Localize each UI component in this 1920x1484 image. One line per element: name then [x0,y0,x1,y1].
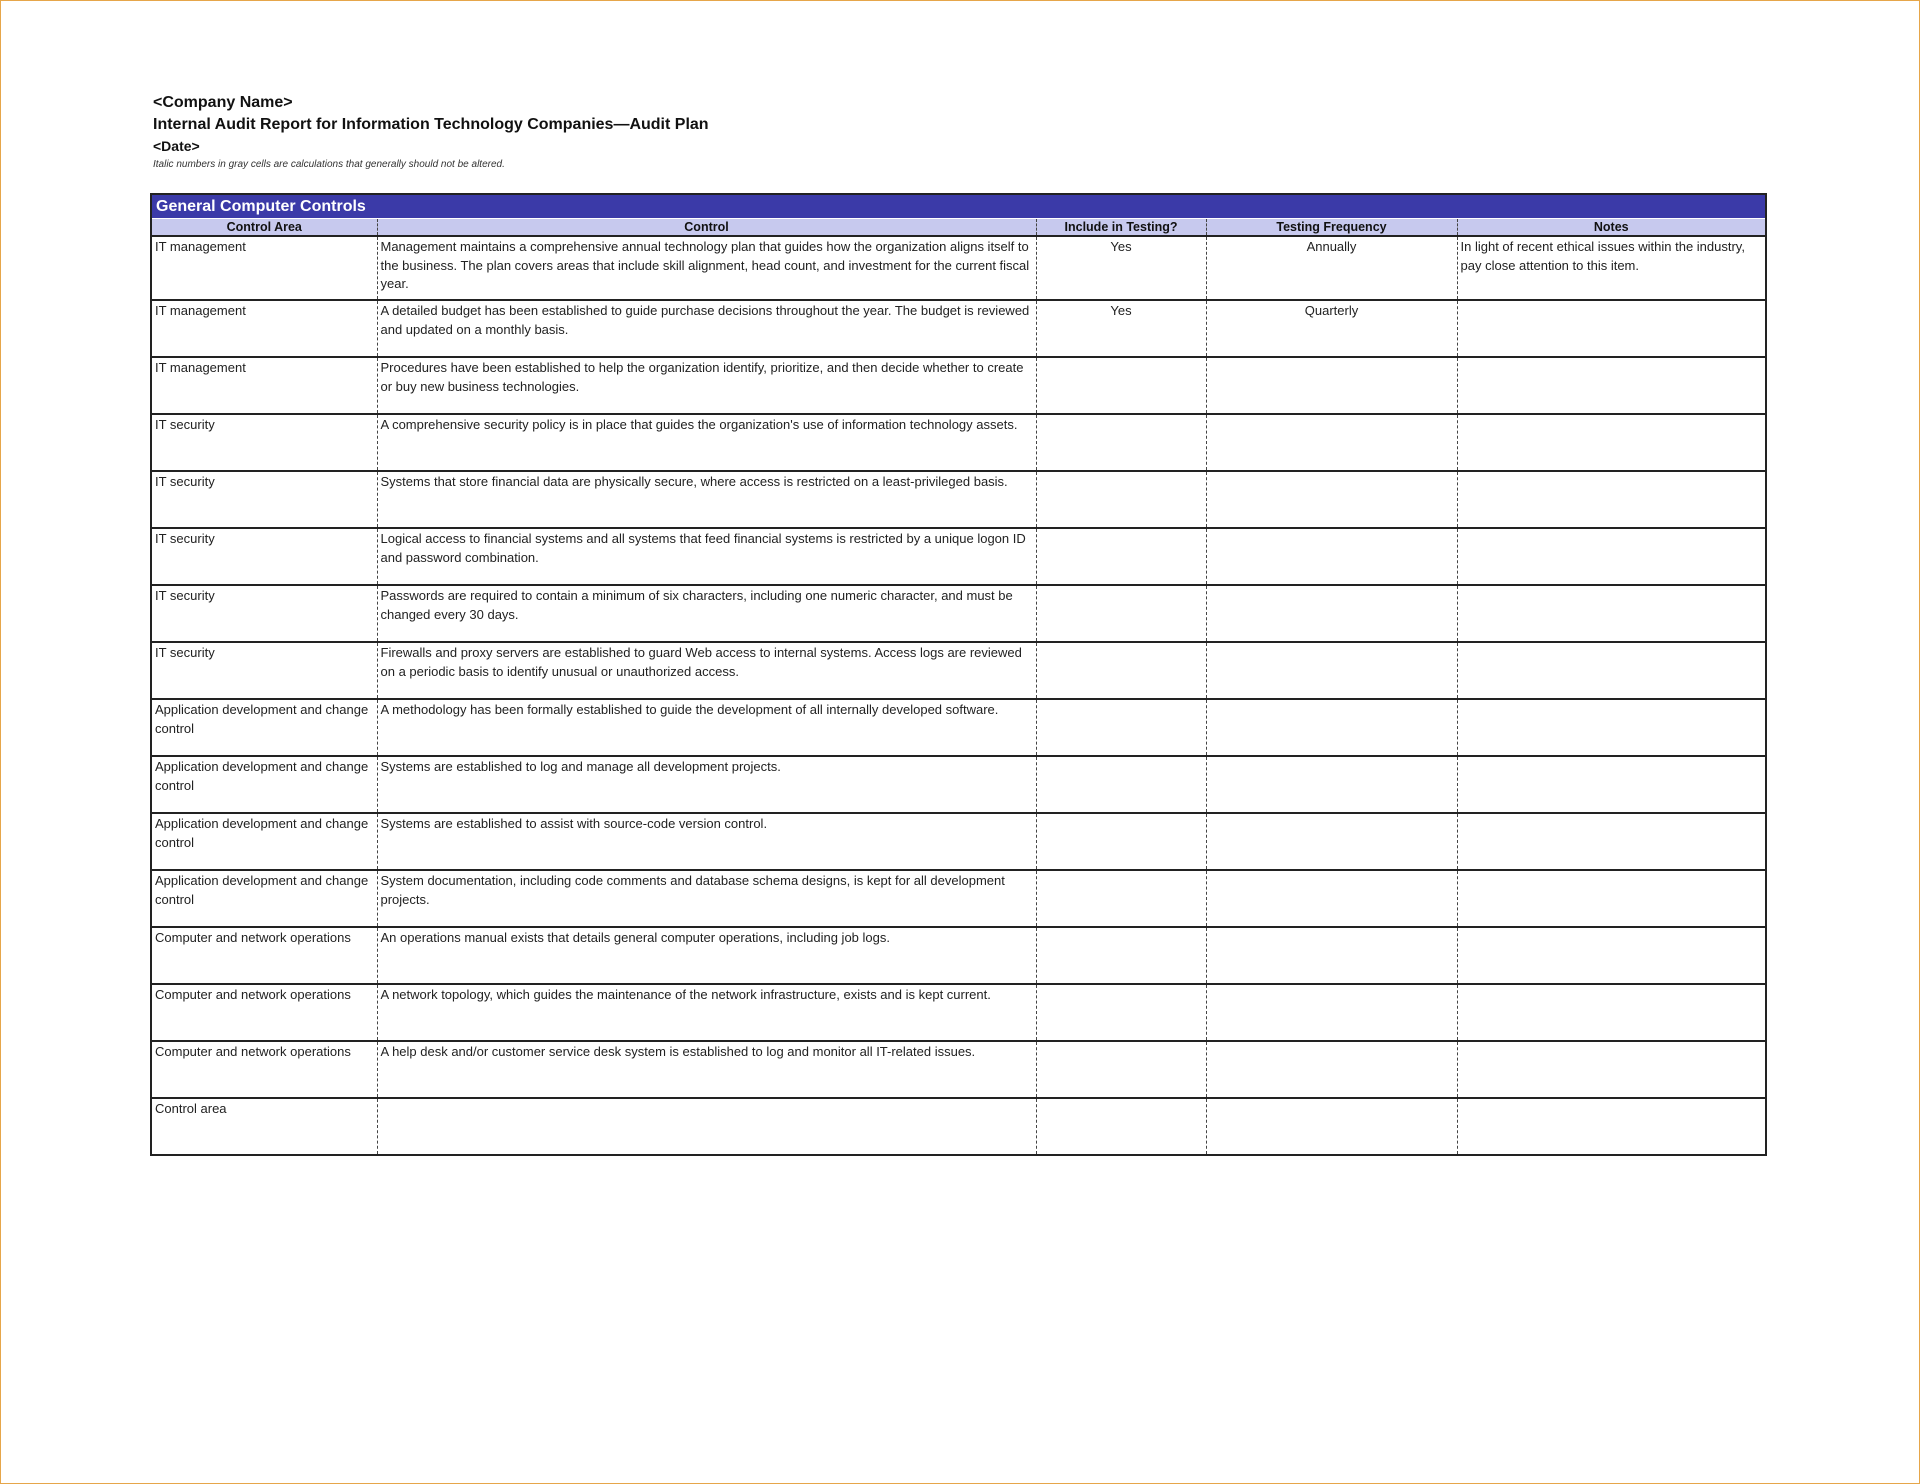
control-area-cell[interactable]: Computer and network operations [152,984,377,1041]
include-in-testing-cell[interactable] [1036,471,1206,528]
control-cell[interactable]: Systems are established to log and manage all development projects. [377,756,1036,813]
audit-plan-sheet [150,193,1767,1156]
notes-cell[interactable]: In light of recent ethical issues within the industry, pay close attention to this item. [1457,236,1765,300]
notes-cell[interactable] [1457,1041,1765,1098]
table-row [152,471,1765,528]
notes-cell[interactable] [1457,984,1765,1041]
testing-frequency-cell[interactable] [1206,870,1457,927]
control-cell[interactable]: A help desk and/or customer service desk system is established to log and monitor all IT-related issues. [377,1041,1036,1098]
table-row [152,927,1765,984]
control-cell[interactable]: An operations manual exists that details general computer operations, including job logs. [377,927,1036,984]
notes-cell[interactable] [1457,870,1765,927]
control-cell[interactable]: A network topology, which guides the maintenance of the network infrastructure, exists and is kept current. [377,984,1036,1041]
control-cell[interactable]: A comprehensive security policy is in place that guides the organization's use of information technology assets. [377,414,1036,471]
control-cell[interactable]: A methodology has been formally established to guide the development of all internally developed software. [377,699,1036,756]
testing-frequency-cell[interactable] [1206,984,1457,1041]
include-in-testing-cell[interactable] [1036,699,1206,756]
control-cell[interactable]: Procedures have been established to help the organization identify, prioritize, and then decide whether to create or buy new business technologies. [377,357,1036,414]
table-row [152,1098,1765,1154]
control-area-cell[interactable]: Application development and change control [152,813,377,870]
notes-cell[interactable] [1457,471,1765,528]
control-cell[interactable]: Systems are established to assist with source-code version control. [377,813,1036,870]
table-row [152,585,1765,642]
control-area-cell[interactable]: IT security [152,585,377,642]
table-row [152,699,1765,756]
testing-frequency-cell[interactable] [1206,1041,1457,1098]
table-header-row [152,219,1765,236]
control-cell[interactable]: Firewalls and proxy servers are established to guard Web access to internal systems. Access logs are reviewed on a periodic basis to identify unusual or unauthorized access. [377,642,1036,699]
include-in-testing-cell[interactable] [1036,756,1206,813]
control-area-cell[interactable]: IT management [155,239,246,254]
include-in-testing-cell[interactable] [1036,585,1206,642]
table-row [152,870,1765,927]
control-area-cell[interactable]: Control area [152,1098,377,1154]
include-in-testing-cell[interactable] [1036,357,1206,414]
section-title: General Computer Controls [152,195,1765,219]
testing-frequency-cell[interactable] [1206,471,1457,528]
company-name: <Company Name> [153,94,293,111]
control-area-cell[interactable]: IT management [152,357,377,414]
document-title: Internal Audit Report for Information Technology Companies—Audit Plan [153,116,709,133]
control-area-cell[interactable]: Application development and change control [152,699,377,756]
testing-frequency-cell[interactable] [1206,528,1457,585]
control-cell[interactable]: Systems that store financial data are physically secure, where access is restricted on a least-privileged basis. [377,471,1036,528]
include-in-testing-cell[interactable] [1036,870,1206,927]
include-in-testing-cell[interactable] [1036,528,1206,585]
notes-cell[interactable] [1457,699,1765,756]
notes-cell[interactable] [1457,756,1765,813]
testing-frequency-cell[interactable] [1206,699,1457,756]
testing-frequency-cell[interactable] [1206,1098,1457,1154]
testing-frequency-cell[interactable] [1206,813,1457,870]
column-header-notes: Notes [1457,219,1765,236]
table-row [152,642,1765,699]
testing-frequency-cell[interactable] [1206,756,1457,813]
include-in-testing-cell[interactable] [1036,642,1206,699]
control-cell[interactable]: Logical access to financial systems and all systems that feed financial systems is restricted by a unique logon ID and password combination. [377,528,1036,585]
control-cell[interactable]: Passwords are required to contain a minimum of six characters, including one numeric character, and must be changed every 30 days. [377,585,1036,642]
column-header-testing-frequency: Testing Frequency [1206,219,1457,236]
include-in-testing-cell[interactable] [1036,927,1206,984]
column-header-control: Control [377,219,1036,236]
notes-cell[interactable] [1457,528,1765,585]
notes-cell[interactable] [1457,1098,1765,1154]
include-in-testing-cell[interactable]: Yes [1036,236,1206,300]
control-cell[interactable]: System documentation, including code comments and database schema designs, is kept for all development projects. [377,870,1036,927]
control-area-cell[interactable]: IT management [152,300,377,357]
testing-frequency-cell[interactable]: Annually [1206,236,1457,300]
control-area-cell[interactable]: Computer and network operations [152,927,377,984]
testing-frequency-cell[interactable] [1206,357,1457,414]
notes-cell[interactable] [1457,300,1765,357]
table-row [152,236,1765,300]
table-row [152,528,1765,585]
control-area-cell[interactable]: IT security [152,642,377,699]
table-row [152,756,1765,813]
control-area-cell[interactable]: Computer and network operations [152,1041,377,1098]
column-header-control-area: Control Area [152,219,377,236]
control-area-cell[interactable]: Application development and change control [152,756,377,813]
table-row [152,984,1765,1041]
testing-frequency-cell[interactable] [1206,927,1457,984]
table-row [152,813,1765,870]
notes-cell[interactable] [1457,813,1765,870]
notes-cell[interactable] [1457,585,1765,642]
testing-frequency-cell[interactable] [1206,642,1457,699]
control-cell[interactable]: Management maintains a comprehensive annual technology plan that guides how the organization aligns itself to the business. The plan covers areas that include skill alignment, head count, and investment for the current fiscal year. [377,236,1036,300]
table-row [152,357,1765,414]
column-header-include-in-testing: Include in Testing? [1036,219,1206,236]
table-row [152,1041,1765,1098]
document-date: <Date> [153,138,200,154]
notes-cell[interactable] [1457,357,1765,414]
control-area-cell[interactable]: IT security [152,471,377,528]
control-cell[interactable] [377,1098,1036,1154]
testing-frequency-cell[interactable]: Quarterly [1206,300,1457,357]
include-in-testing-cell[interactable]: Yes [1036,300,1206,357]
notes-cell[interactable] [1457,927,1765,984]
document-header [153,92,709,172]
include-in-testing-cell[interactable] [1036,1098,1206,1154]
notes-cell[interactable] [1457,642,1765,699]
table-row [152,414,1765,471]
control-area-cell[interactable]: IT security [152,414,377,471]
control-area-cell[interactable]: Application development and change control [152,870,377,927]
instruction-note: Italic numbers in gray cells are calculations that generally should not be altered. [153,159,505,170]
testing-frequency-cell[interactable] [1206,414,1457,471]
control-area-cell[interactable]: IT security [152,528,377,585]
table-row [152,300,1765,357]
include-in-testing-cell[interactable] [1036,984,1206,1041]
include-in-testing-cell[interactable] [1036,813,1206,870]
notes-cell[interactable] [1457,414,1765,471]
control-cell[interactable]: A detailed budget has been established to guide purchase decisions throughout the year. The budget is reviewed and updated on a monthly basis. [377,300,1036,357]
include-in-testing-cell[interactable] [1036,414,1206,471]
testing-frequency-cell[interactable] [1206,585,1457,642]
include-in-testing-cell[interactable] [1036,1041,1206,1098]
audit-plan-table [152,219,1765,1154]
